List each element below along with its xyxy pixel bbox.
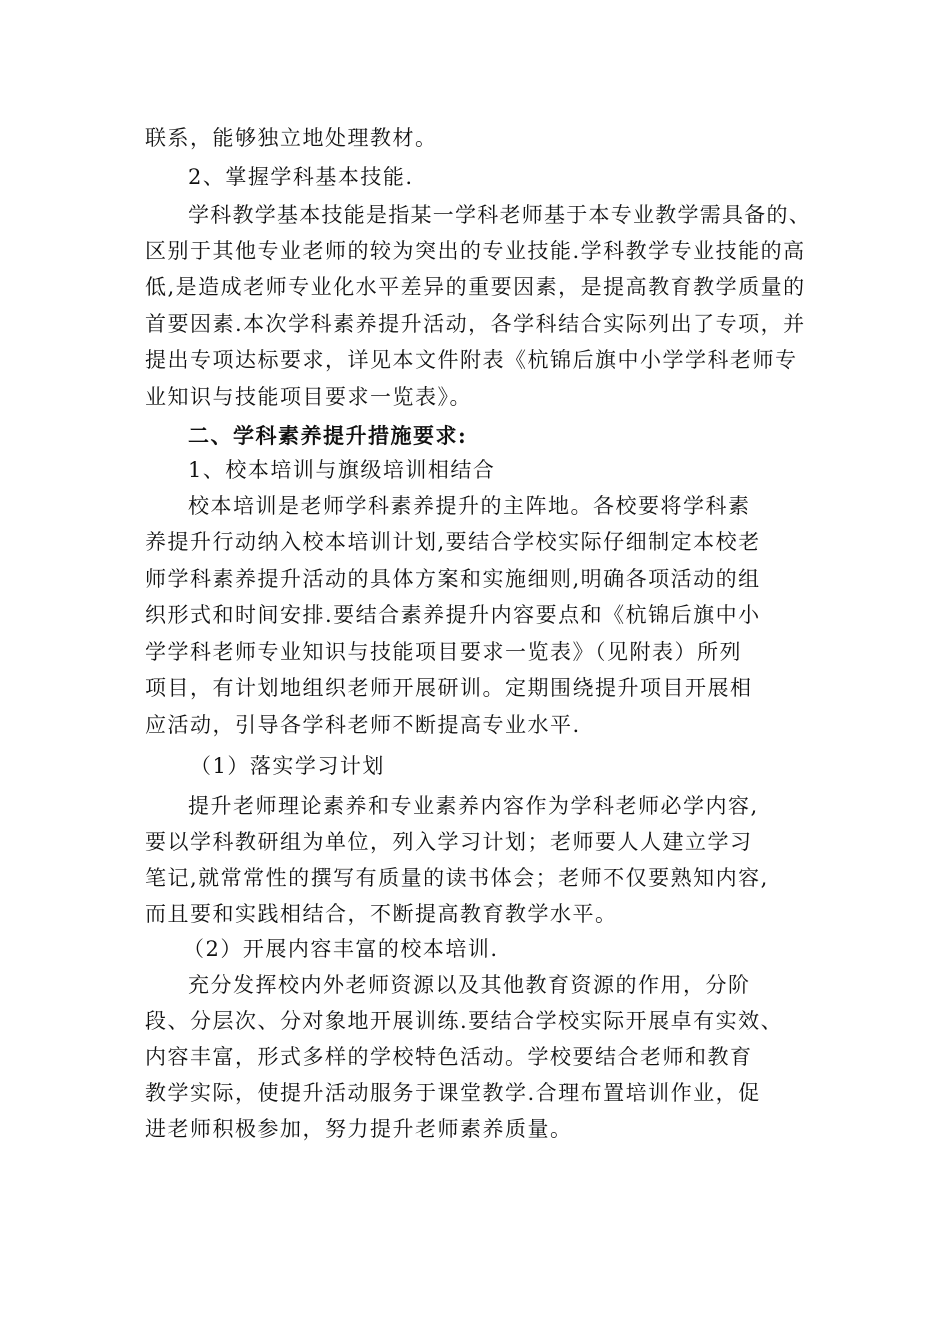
paragraph-line: 低,是造成老师专业化水平差异的重要因素，是提高教育教学质量的 xyxy=(145,275,806,299)
paragraph-line: 笔记,就常常性的撰写有质量的读书体会；老师不仅要熟知内容, xyxy=(145,866,769,890)
paragraph-line: 应活动，引导各学科老师不断提高专业水平. xyxy=(145,713,581,737)
paragraph-line: 师学科素养提升活动的具体方案和实施细则,明确各项活动的组 xyxy=(145,567,761,591)
paragraph-line: 要以学科教研组为单位，列入学习计划；老师要人人建立学习 xyxy=(145,830,753,854)
paragraph-line: 提出专项达标要求，详见本文件附表《杭锦后旗中小学学科老师专 xyxy=(145,348,798,372)
item-heading-school-training: （2）开展内容丰富的校本培训. xyxy=(183,937,499,961)
paragraph-line: 学科教学基本技能是指某一学科老师基于本专业教学需具备的、 xyxy=(188,203,811,227)
paragraph-line: 养提升行动纳入校本培训计划,要结合学校实际仔细制定本校老 xyxy=(145,530,761,554)
paragraph-line: 而且要和实践相结合，不断提高教育教学水平。 xyxy=(145,902,618,926)
subsection-heading-training: 1、校本培训与旗级培训相结合 xyxy=(188,458,496,482)
section-heading-skills: 2、掌握学科基本技能. xyxy=(188,165,414,189)
paragraph-continuation-line: 联系，能够独立地处理教材。 xyxy=(145,126,438,150)
item-heading-study-plan: （1）落实学习计划 xyxy=(190,754,385,778)
paragraph-line: 教学实际，使提升活动服务于课堂教学.合理布置培训作业，促 xyxy=(145,1081,761,1105)
paragraph-line: 提升老师理论素养和专业素养内容作为学科老师必学内容, xyxy=(188,794,759,818)
paragraph-line: 业知识与技能项目要求一览表》。 xyxy=(145,385,472,409)
paragraph-line: 织形式和时间安排.要结合素养提升内容要点和《杭锦后旗中小 xyxy=(145,603,761,627)
paragraph-line: 校本培训是老师学科素养提升的主阵地。各校要将学科素 xyxy=(188,494,751,518)
paragraph-line: 学学科老师专业知识与技能项目要求一览表》（见附表）所列 xyxy=(145,640,742,664)
paragraph-line: 首要因素.本次学科素养提升活动，各学科结合实际列出了专项，并 xyxy=(145,312,806,336)
paragraph-line: 内容丰富，形式多样的学校特色活动。学校要结合老师和教育 xyxy=(145,1045,753,1069)
section-heading-measures: 二、学科素养提升措施要求: xyxy=(188,423,468,448)
paragraph-line: 区别于其他专业老师的较为突出的专业技能.学科教学专业技能的高 xyxy=(145,239,806,263)
paragraph-line: 充分发挥校内外老师资源以及其他教育资源的作用，分阶 xyxy=(188,973,751,997)
paragraph-line: 进老师积极参加，努力提升老师素养质量。 xyxy=(145,1117,573,1141)
paragraph-line: 项目，有计划地组织老师开展研训。定期围绕提升项目开展相 xyxy=(145,676,753,700)
paragraph-line: 段、分层次、分对象地开展训练.要结合学校实际开展卓有实效、 xyxy=(145,1009,784,1033)
